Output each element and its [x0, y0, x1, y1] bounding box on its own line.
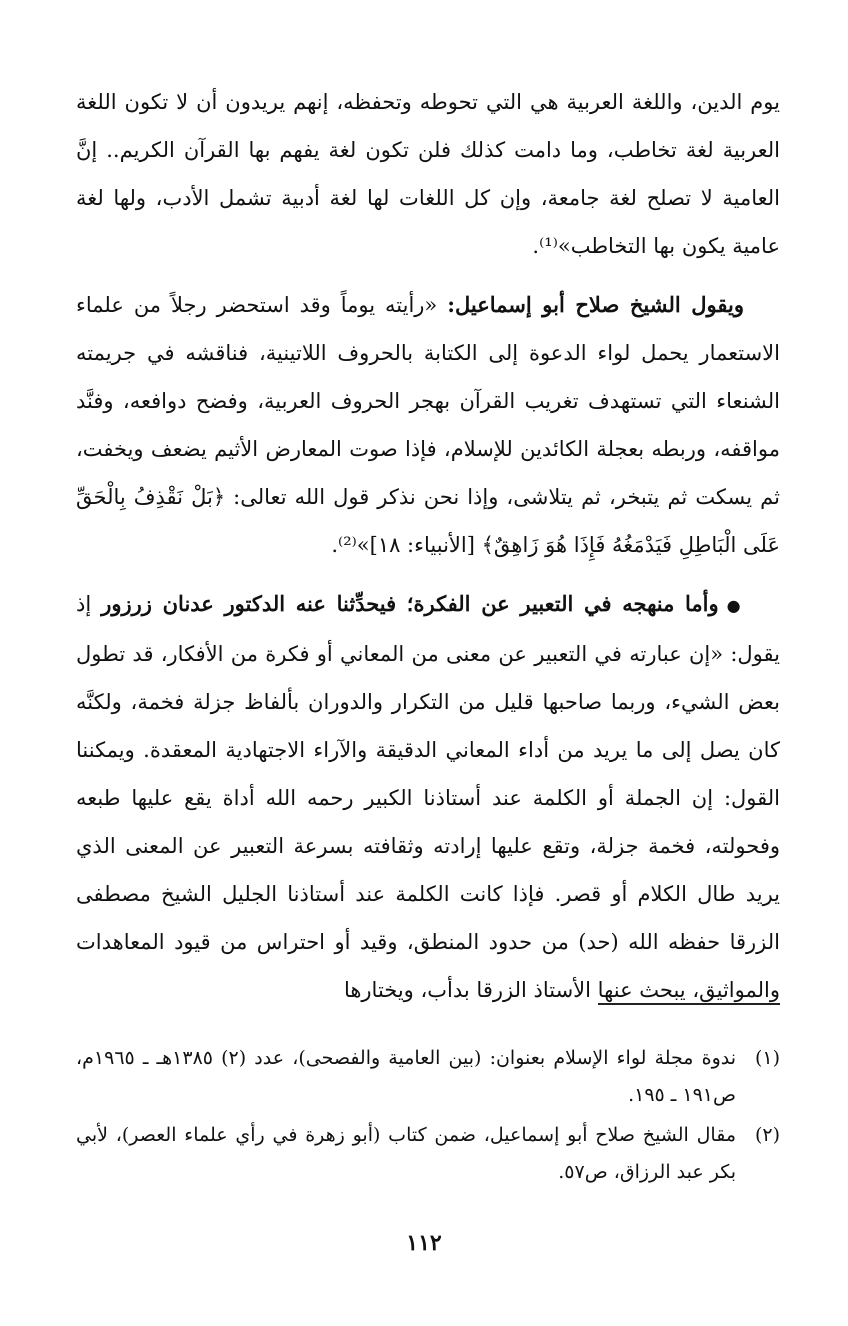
footnote-1	[76, 1040, 780, 1114]
footnote-2-number: (٢)	[754, 1124, 780, 1146]
footnote-divider	[598, 1003, 780, 1005]
page-number: ١١٢	[406, 1230, 442, 1256]
paragraph-1	[76, 78, 780, 270]
paragraph-3-lead: وأما منهجه في التعبير عن الفكرة؛ فيحدِّثنا عنه الدكتور عدنان زرزور	[101, 591, 719, 616]
paragraph-3	[76, 580, 780, 1014]
footnotes	[76, 1040, 780, 1194]
footnote-1-text: ندوة مجلة لواء الإسلام بعنوان: (بين العامية والفصحى)، عدد (٢) ١٣٨٥هـ ـ ١٩٦٥م، ص١٩١ ـ ١٩٥.	[76, 1047, 737, 1106]
page-body	[76, 78, 780, 1014]
paragraph-2-lead: ويقول الشيخ صلاح أبو إسماعيل:	[447, 292, 744, 317]
paragraph-1-text: يوم الدين، واللغة العربية هي التي تحوطه وتحفظه، إنهم يريدون أن لا تكون اللغة العربية لغة تخاطب، وما دامت كذلك فلن تكون لغة يفهم بها القرآن الكريم.. إنَّ العامية لا تصلح لغة جامعة، وإن كل اللغات لها لغة أدبية تشمل الأدب، ولها لغة عامية يكون بها التخاطب»⁽¹⁾.	[76, 90, 780, 258]
footnote-2-text: مقال الشيخ صلاح أبو إسماعيل، ضمن كتاب (أبو زهرة في رأي علماء العصر)، لأبي بكر عبد الرزاق، ص٥٧.	[76, 1124, 736, 1183]
bullet-icon: ●	[726, 596, 744, 615]
footnote-1-number: (١)	[754, 1047, 780, 1069]
paragraph-2-text: «رأيته يوماً وقد استحضر رجلاً من علماء الاستعمار يحمل لواء الدعوة إلى الكتابة بالحروف اللاتينية، فناقشه في جريمته الشنعاء التي تستهدف تغريب القرآن بهجر الحروف العربية، وفضح دوافعه، وفنَّد مواقفه، وربطه بعجلة الكائدين للإسلام، فإذا صوت المعارض الأثيم يضعف ويخفت، ثم يسكت ثم يتبخر، ثم يتلاشى، وإذا نحن نذكر قول الله تعالى: ﴿بَلْ نَقْذِفُ بِالْحَقِّ عَلَى الْبَاطِلِ فَيَدْمَغُهُ فَإِذَا هُوَ زَاهِقٌ﴾ [الأنبياء: ١٨]»⁽²⁾.	[76, 293, 780, 557]
footnote-2	[76, 1117, 780, 1191]
paragraph-3-text: إذ يقول: «إن عبارته في التعبير عن معنى من المعاني أو فكرة من الأفكار، قد تطول بعض الشيء، وربما صاحبها قليل من التكرار والدوران بألفاظ جزلة فخمة، ولكنَّه كان يصل إلى ما يريد من أداء المعاني الدقيقة والآراء الاجتهادية المعقدة. ويمكننا القول: إن الجملة أو الكلمة عند أستاذنا الكبير رحمه الله أداة يقع عليها طبعه وفحولته، فخمة جزلة، وتقع عليها إرادته وثقافته بسرعة التعبير عن المعنى الذي يريد طال الكلام أو قصر. فإذا كانت الكلمة عند أستاذنا الجليل الشيخ مصطفى الزرقا حفظه الله (حد) من حدود المنطق، وقيد أو احتراس من قيود المعاهدات والمواثيق، يبحث عنها الأستاذ الزرقا بدأب، ويختارها	[76, 592, 780, 1002]
paragraph-2	[76, 281, 780, 569]
